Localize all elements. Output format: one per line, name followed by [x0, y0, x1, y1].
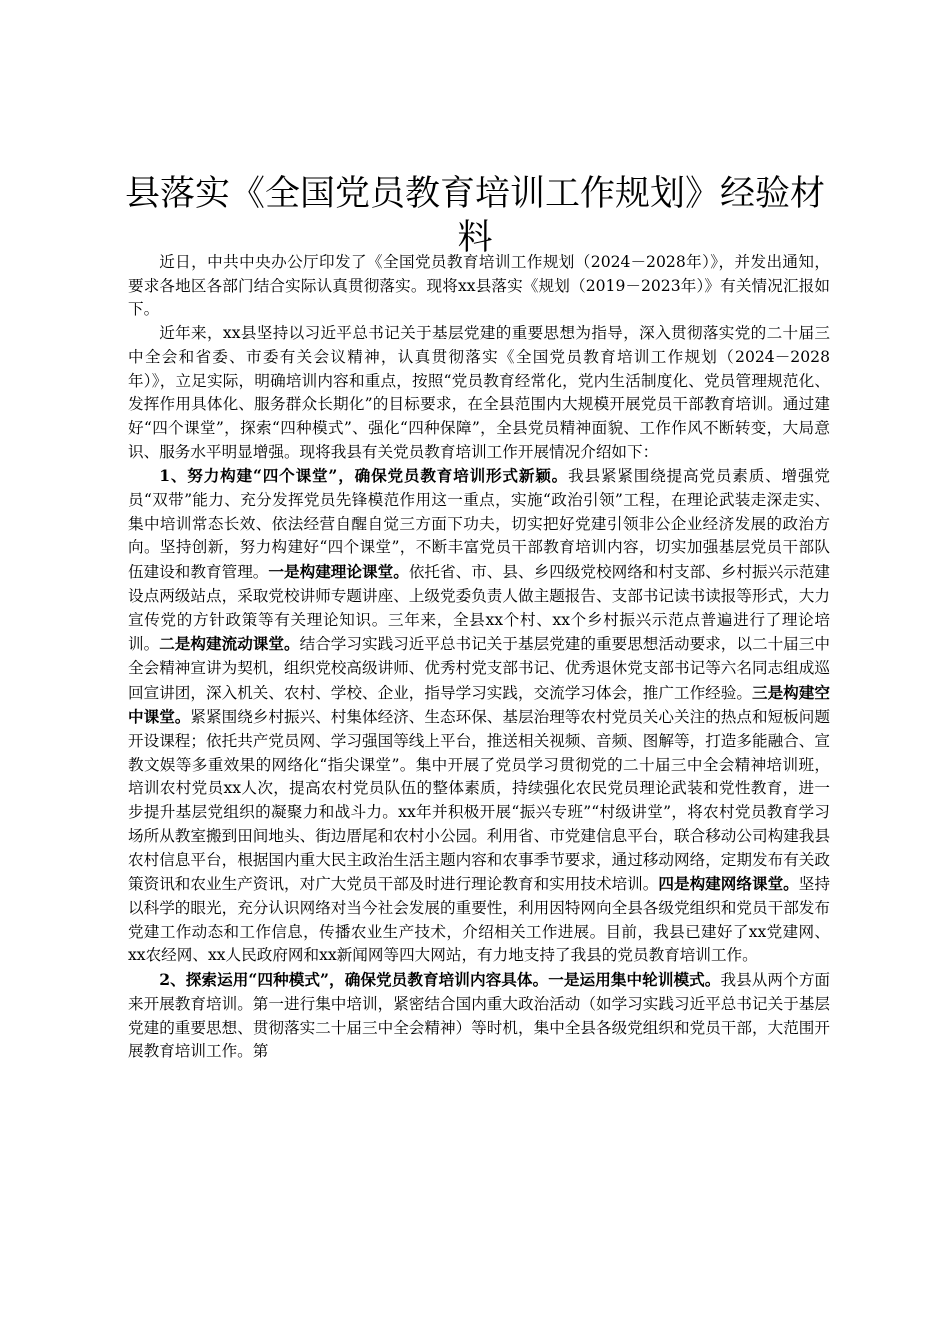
paragraph-text: 依托省、市、县、乡四级党校网络和村支部、乡村振兴示范建设点两级站点，采取党校讲师专题讲座、上级党委负责人做主题报告、支部书记读书读报等形式，大力宣传党的方针政策等有关理论知识。三年来，全县xx个村、xx个乡村振兴示范点普遍进行了理论培训。	[128, 563, 830, 654]
paragraph-text: 紧紧围绕乡村振兴、村集体经济、生态环保、基层治理等农村党员关心关注的热点和短板问题开设课程；依托共产党员网、学习强国等线上平台，推送相关视频、音频、图解等，打造多能融合、宣教文娱等多重效果的网络化“指尖课堂”。集中开展了党员学习贯彻党的二十届三中全会精神培训班，培训农村党员xx人次，提高农村党员队伍的整体素质，持续强化农民党员理论武装和党性教育，进一步提升基层党组织的凝聚力和战斗力。xx年并积极开展“振兴专班”“村级讲堂”，将农村党员教育学习场所从教室搬到田间地头、街边厝尾和农村小公园。利用省、市党建信息平台，联合移动公司构建我县农村信息平台，根据国内重大民主政治生活主题内容和农事季节要求，通过移动网络，定期发布有关政策资讯和农业生产资讯，对广大党员干部及时进行理论教育和实用技术培训。	[128, 708, 830, 894]
paragraph-text: 我县紧紧围绕提高党员素质、增强党员“双带”能力、充分发挥党员先锋模范作用这一重点，实施“政治引领”工程，在理论武装走深走实、集中培训常态长效、依法经营自醒自觉三方面下功夫，切实把好党建引领非公企业经济发展的政治方向。坚持创新，努力构建好“四个课堂”，不断丰富党员干部教育培训内容，切实加强基层党员干部队伍建设和教育管理。	[128, 467, 830, 582]
paragraph	[128, 464, 830, 968]
paragraph-text: 近日，中共中央办公厅印发了《全国党员教育培训工作规划（2024－2028年）》，并发出通知，要求各地区各部门结合实际认真贯彻落实。现将xx县落实《规划（2019－2023年）》有关情况汇报如下。	[128, 253, 830, 319]
paragraph-text: 坚持以科学的眼光，充分认识网络对当今社会发展的重要性，利用因特网向全县各级党组织和党员干部发布党建工作动态和工作信息，传播农业生产技术，介绍相关工作进展。目前，我县已建好了xx党建网、xx农经网、xx人民政府网和xx新闻网等四大网站，有力地支持了我县的党员教育培训工作。	[128, 875, 830, 965]
bold-heading-text: 2、探索运用“四种模式”，确保党员教育培训内容具体。一是运用集中轮训模式。	[159, 970, 721, 990]
paragraph	[128, 251, 830, 322]
bold-heading-text: 1、努力构建“四个课堂”，确保党员教育培训形式新颖。	[159, 466, 569, 486]
document-body	[128, 251, 830, 1064]
paragraph-text: 我县从两个方面来开展教育培训。第一进行集中培训，紧密结合国内重大政治活动（如学习实践习近平总书记关于基层党建的重要思想、贯彻落实二十届三中全会精神）等时机，集中全县各级党组织和党员干部，大范围开展教育培训工作。第	[128, 971, 830, 1061]
paragraph-text: 近年来，xx县坚持以习近平总书记关于基层党建的重要思想为指导，深入贯彻落实党的二十届三中全会和省委、市委有关会议精神，认真贯彻落实《全国党员教育培训工作规划（2024－2028年）》，立足实际，明确培训内容和重点，按照“党员教育经常化，党内生活制度化、党员管理规范化、发挥作用具体化、服务群众长期化”的目标要求，在全县范围内大规模开展党员干部教育培训。通过建好“四个课堂”，探索“四种模式”、强化“四种保障”，全县党员精神面貌、工作作风不断转变，大局意识、服务水平明显增强。现将我县有关党员教育培训工作开展情况介绍如下：	[128, 324, 830, 461]
paragraph	[128, 968, 830, 1064]
paragraph	[128, 322, 830, 464]
bold-heading-text: 一是构建理论课堂。	[268, 562, 409, 582]
paragraph-text: 结合学习实践习近平总书记关于基层党建的重要思想活动要求，以二十届三中全会精神宣讲为契机，组织党校高级讲师、优秀村党支部书记、优秀退休党支部书记等六名同志组成巡回宣讲团，深入机关、农村、学校、企业，指导学习实践，交流学习体会，推广工作经验。	[128, 635, 830, 702]
bold-heading-text: 四是构建网络课堂。	[658, 874, 799, 894]
document-title: 县落实《全国党员教育培训工作规划》经验材料	[124, 174, 825, 258]
bold-heading-text: 二是构建流动课堂。	[159, 634, 300, 654]
bold-heading-text: 三是构建空中课堂。	[128, 682, 830, 727]
